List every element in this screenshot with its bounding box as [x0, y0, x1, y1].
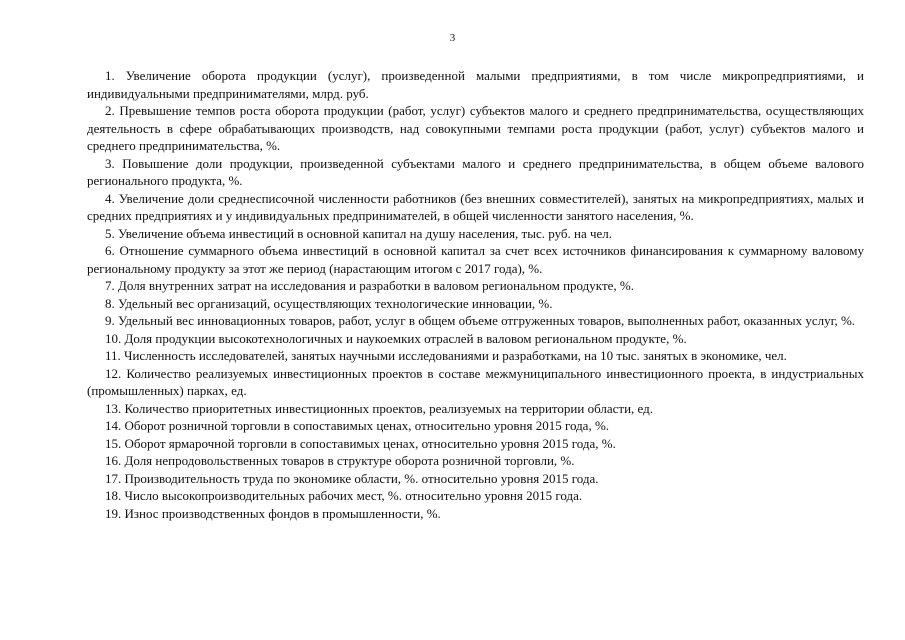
list-item: 5. Увеличение объема инвестиций в основной капитал на душу населения, тыс. руб. на чел.	[105, 225, 613, 241]
list-item: 8. Удельный вес организаций, осуществляющих технологические инновации, %.	[105, 295, 553, 311]
list-item: 13. Количество приоритетных инвестиционных проектов, реализуемых на территории области, ед.	[105, 400, 653, 416]
list-item: 12. Количество реализуемых инвестиционных проектов в составе межмуниципального инвестиционного проекта, в индустриальных (промышленных) парках, ед.	[87, 365, 864, 398]
list-item: 2. Превышение темпов роста оборота продукции (работ, услуг) субъектов малого и среднего предпринимательства, осуществляющих деятельность в сфере обрабатывающих производств, над совокупными темпами роста продукции (работ, услуг) субъектов малого и среднего предпринимательства, %.	[87, 103, 864, 153]
list-item: 9. Удельный вес инновационных товаров, работ, услуг в общем объеме отгруженных товаров, выполненных работ, оказанных услуг, %.	[105, 313, 856, 328]
list-item: 15. Оборот ярмарочной торговли в сопоставимых ценах, относительно уровня 2015 года, %.	[105, 435, 616, 451]
list-item: 18. Число высокопроизводительных рабочих мест, %. относительно уровня 2015 года.	[105, 488, 583, 503]
list-item: 17. Производительность труда по экономике области, %. относительно уровня 2015 года.	[105, 470, 599, 486]
list-item: 11. Численность исследователей, занятых научными исследованиями и разработками, на 10 тыс. занятых в экономике, чел.	[105, 348, 787, 363]
list-item: 6. Отношение суммарного объема инвестиций в основной капитал за счет всех источников финансирования к суммарному валовому региональному продукту за этот же период (нарастающим итогом с 2017 года), %.	[87, 243, 864, 276]
list-item: 7. Доля внутренних затрат на исследования и разработки в валовом региональном продукте, %.	[105, 278, 634, 293]
list-item: 19. Износ производственных фондов в промышленности, %.	[105, 505, 441, 521]
list-item: 10. Доля продукции высокотехнологичных и наукоемких отраслей в валовом региональном продукте, %.	[105, 330, 687, 346]
list-item: 3. Повышение доли продукции, произведенной субъектами малого и среднего предпринимательства, в общем объеме валового регионального продукта, %.	[87, 155, 864, 188]
list-item: 1. Увеличение оборота продукции (услуг), произведенной малыми предприятиями, в том числе микропредприятиями, и индивидуальными предпринимателями, млрд. руб.	[87, 68, 864, 101]
list-item: 14. Оборот розничной торговли в сопоставимых ценах, относительно уровня 2015 года, %.	[105, 418, 610, 433]
indicator-list	[87, 67, 864, 522]
page-number: 3	[449, 32, 456, 44]
list-item: 4. Увеличение доли среднесписочной численности работников (без внешних совместителей), занятых на микропредприятиях, малых и средних предприятиях и у индивидуальных предпринимателей, в общей численности занятого населения, %.	[87, 190, 864, 223]
list-item: 16. Доля непродовольственных товаров в структуре оборота розничной торговли, %.	[105, 453, 575, 468]
